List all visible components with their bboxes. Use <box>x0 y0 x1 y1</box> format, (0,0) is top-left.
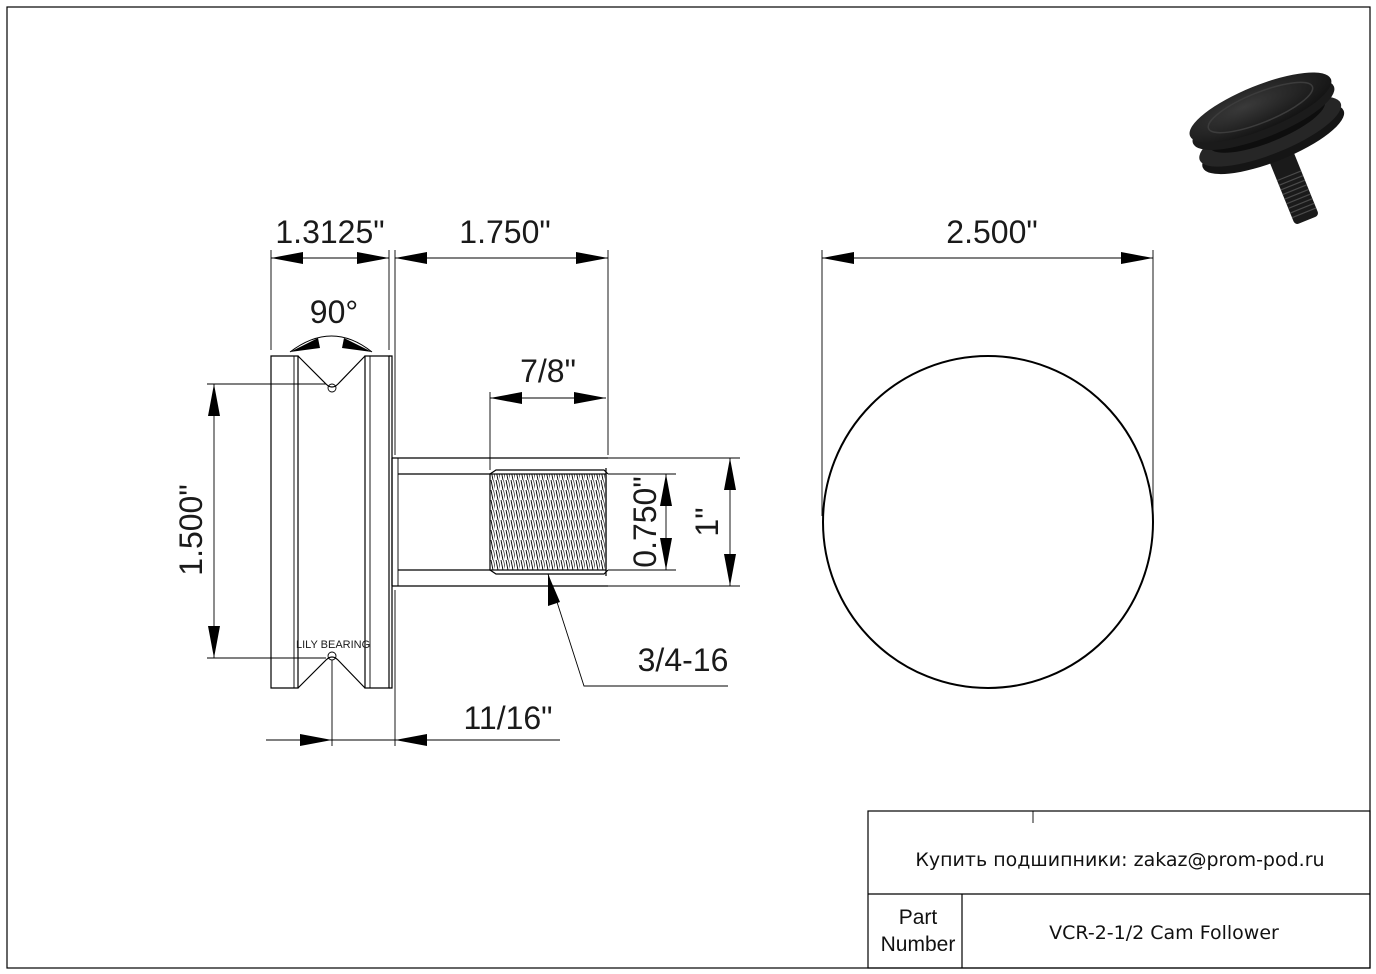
svg-text:1.3125": 1.3125" <box>275 214 385 250</box>
iso-render <box>1182 59 1376 249</box>
svg-text:3/4-16: 3/4-16 <box>637 642 729 678</box>
part-number-value: VCR-2-1/2 Cam Follower <box>1049 922 1279 944</box>
dim-groove-angle <box>290 294 372 352</box>
svg-text:1.500": 1.500" <box>173 484 209 576</box>
dim-outer-diameter: 2.500" <box>946 214 1038 250</box>
svg-text:1.750": 1.750" <box>459 214 551 250</box>
part-number-label-1: Part <box>898 906 938 929</box>
svg-text:7/8": 7/8" <box>520 353 576 389</box>
sheet-border <box>7 7 1370 968</box>
svg-text:1": 1" <box>689 507 725 537</box>
front-view <box>822 214 1153 688</box>
title-block <box>868 811 1370 968</box>
dim-groove-diameter <box>173 384 326 658</box>
part-number-label-2: Number <box>880 933 956 956</box>
svg-text:0.750": 0.750" <box>627 476 663 568</box>
svg-text:90°: 90° <box>309 294 359 330</box>
dim-stud-diameter <box>608 474 676 570</box>
svg-text:11/16": 11/16" <box>463 700 553 736</box>
dim-thread-length <box>490 353 606 470</box>
dim-groove-offset <box>266 590 560 746</box>
contact-text: Купить подшипники: zakaz@prom-pod.ru <box>915 849 1325 871</box>
dim-stud-length <box>395 214 608 455</box>
brand-mark: LILY BEARING <box>296 639 371 651</box>
dim-thread-spec <box>548 574 728 686</box>
